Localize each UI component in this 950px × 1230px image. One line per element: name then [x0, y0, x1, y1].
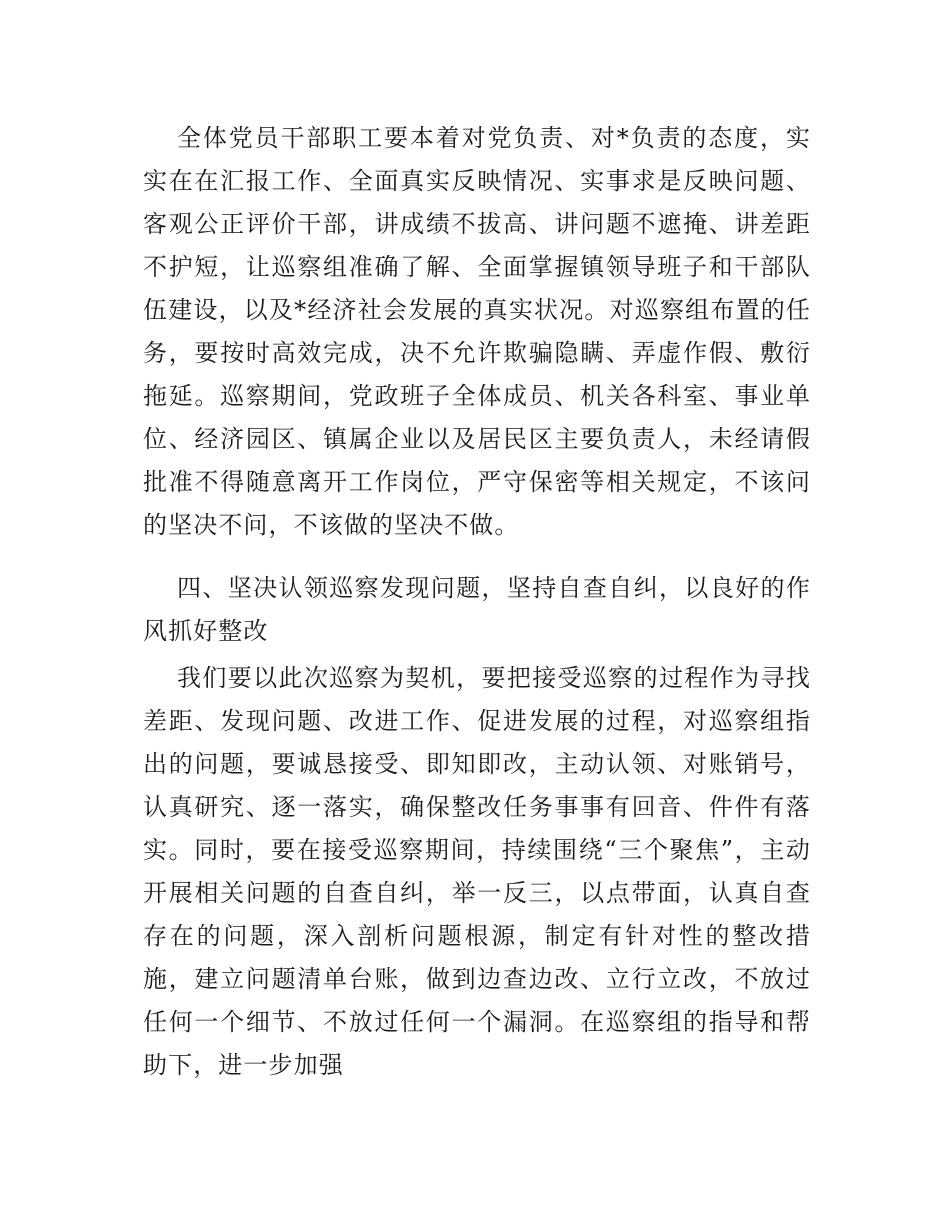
body-paragraph: 我们要以此次巡察为契机，要把接受巡察的过程作为寻找差距、发现问题、改进工作、促进发展的过程，对巡察组指出的问题，要诚恳接受、即知即改，主动认领、对账销号，认真研究、逐一落实，确保整改任务事事有回音、件件有落实。同时，要在接受巡察期间，持续围绕“三个聚焦”，主动开展相关问题的自查自纠，举一反三，以点带面，认真自查存在的问题，深入剖析问题根源，制定有针对性的整改措施，建立问题清单台账，做到边查边改、立行立改，不放过任何一个细节、不放过任何一个漏洞。在巡察组的指导和帮助下，进一步加强 [143, 664, 811, 1079]
body-paragraph: 全体党员干部职工要本着对党负责、对*负责的态度，实实在在汇报工作、全面真实反映情况、实事求是反映问题、客观公正评价干部，讲成绩不拔高、讲问题不遮掩、讲差距不护短，让巡察组准确了解、全面掌握镇领导班子和干部队伍建设，以及*经济社会发展的真实状况。对巡察组布置的任务，要按时高效完成，决不允许欺骗隐瞒、弄虚作假、敷衍拖延。巡察期间，党政班子全体成员、机关各科室、事业单位、经济园区、镇属企业以及居民区主要负责人，未经请假批准不得随意离开工作岗位，严守保密等相关规定，不该问的坚决不问，不该做的坚决不做。 [143, 124, 811, 539]
section-heading: 四、坚决认领巡察发现问题，坚持自查自纠，以良好的作风抓好整改 [143, 574, 811, 645]
